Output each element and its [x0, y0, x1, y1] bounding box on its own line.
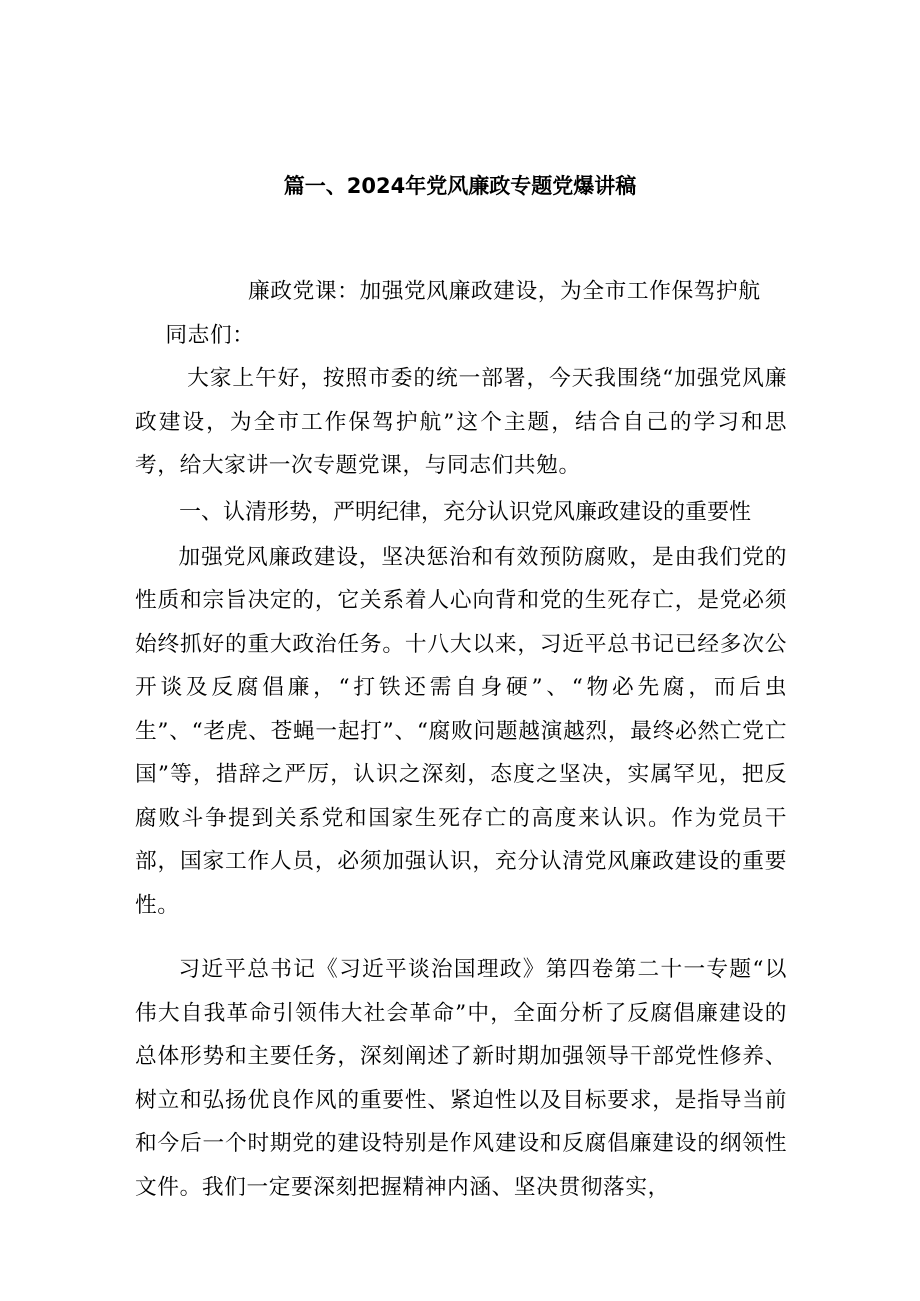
body-paragraph: 加强党风廉政建设，坚决惩治和有效预防腐败，是由我们党的性质和宗旨决定的，它关系着人心向背和党的生死存亡，是党必须始终抓好的重大政治任务。十八大以来，习近平总书记已经多次公开谈及反腐倡廉，“打铁还需自身硬”、“物必先腐，而后虫生”、“老虎、苍蝇一起打”、“腐败问题越演越烈，最终必然亡党亡国”等，措辞之严厉，认识之深刻，态度之坚决，实属罕见，把反腐败斗争提到关系党和国家生死存亡的高度来认识。作为党员干部，国家工作人员，必须加强认识，充分认清党风廉政建设的重要性。 — [135, 544, 787, 918]
body-paragraph: 习近平总书记《习近平谈治国理政》第四卷第二十一专题“以伟大自我革命引领伟大社会革命”中，全面分析了反腐倡廉建设的总体形势和主要任务，深刻阐述了新时期加强领导干部党性修养、树立和弘扬优良作风的重要性、紧迫性以及目标要求，是指导当前和今后一个时期党的建设特别是作风建设和反腐倡廉建设的纲领性文件。我们一定要深刻把握精神内涵、坚决贯彻落实， — [135, 957, 787, 1200]
document-title: 篇一、2024年党风廉政专题党爆讲稿 — [283, 174, 637, 198]
lecture-subtitle: 廉政党课：加强党风廉政建设，为全市工作保驾护航 — [248, 279, 761, 304]
section-heading: 一、认清形势，严明纪律，充分认识党风廉政建设的重要性 — [179, 499, 752, 525]
salutation: 同志们： — [165, 322, 255, 348]
intro-paragraph: 大家上午好，按照市委的统一部署，今天我围绕“加强党风廉政建设，为全市工作保驾护航”这个主题，结合自己的学习和思考，给大家讲一次专题党课，与同志们共勉。 — [135, 366, 787, 478]
document-body — [135, 270, 787, 1209]
